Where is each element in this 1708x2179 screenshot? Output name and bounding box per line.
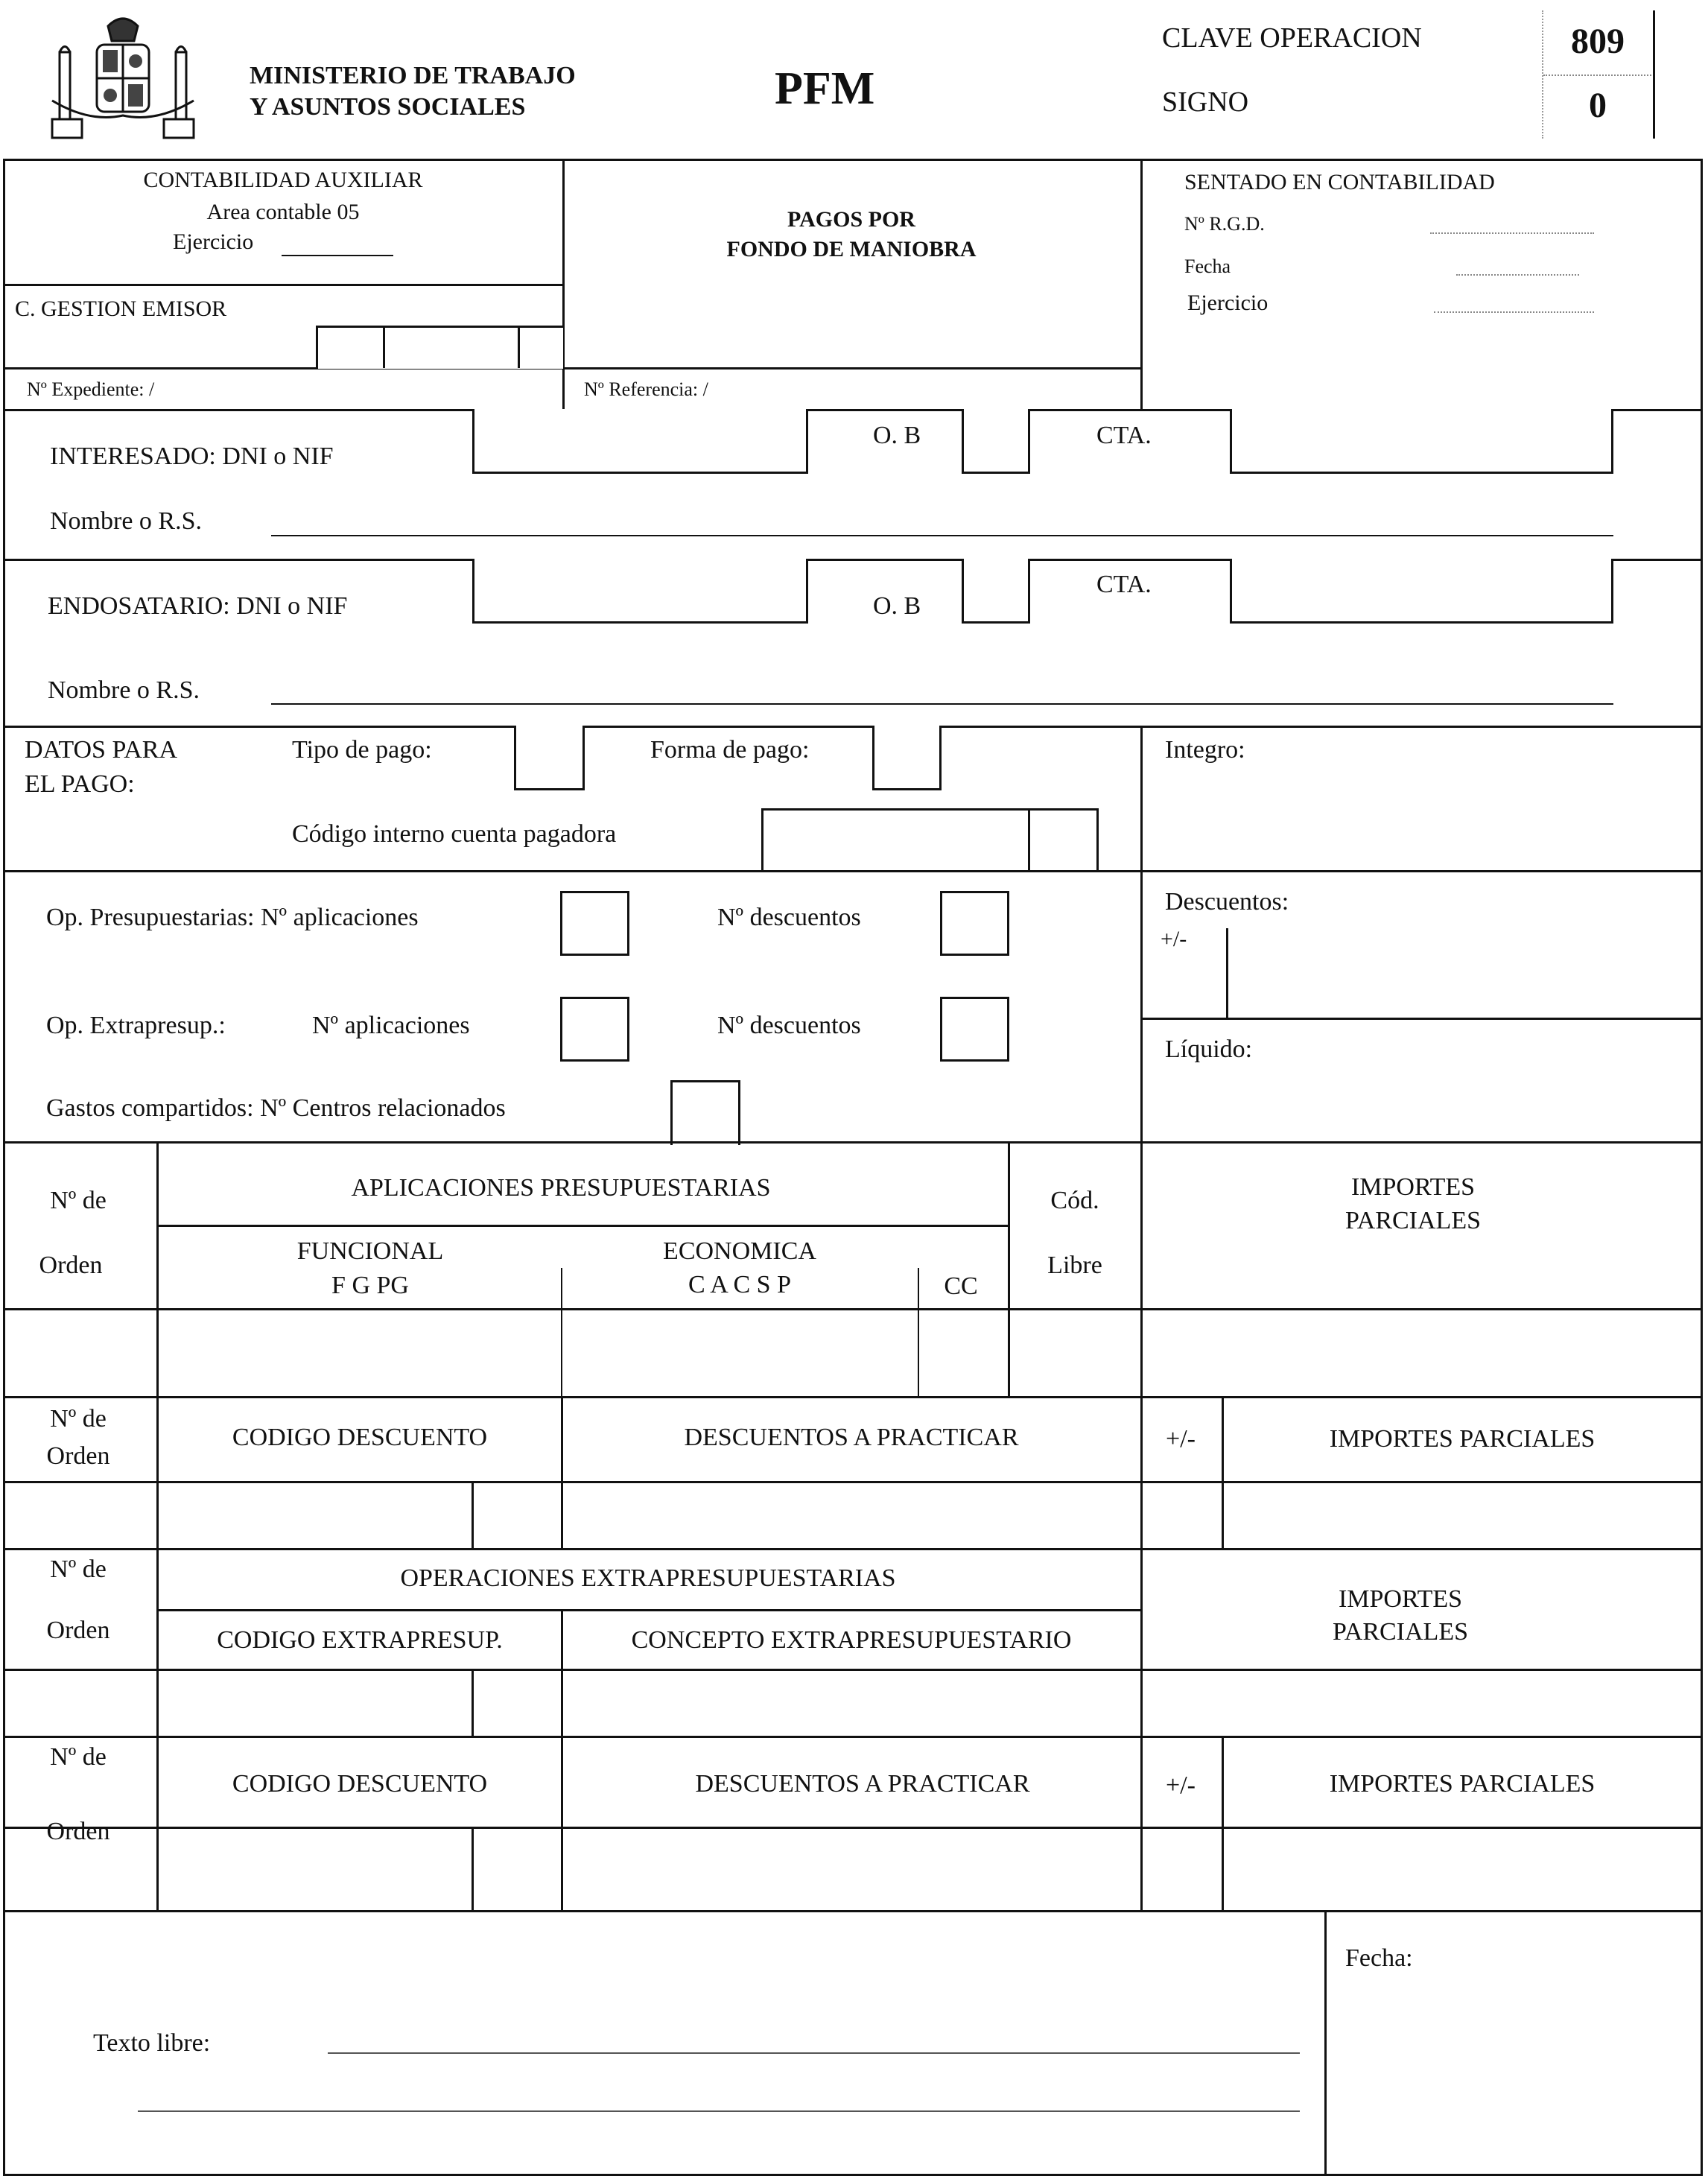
interesado-nombre-label: Nombre o R.S.	[50, 507, 202, 535]
cc-label: CC	[944, 1272, 978, 1300]
codigo-cuenta-label: Código interno cuenta pagadora	[292, 820, 617, 848]
clave-operacion-value: 809	[1571, 22, 1625, 61]
extrapresupuestarias-data-row[interactable]	[3, 1669, 1703, 1736]
cod-libre-line1: Cód.	[1050, 1187, 1099, 1214]
form-title-line2: FONDO DE MANIOBRA	[726, 237, 977, 261]
aplicaciones-data-row[interactable]	[3, 1308, 1703, 1396]
extra-concepto-label: CONCEPTO EXTRAPRESUPUESTARIO	[631, 1626, 1072, 1654]
ejercicio-contab-label: Ejercicio	[1187, 291, 1269, 315]
desc2-sign-label: +/-	[1166, 1772, 1196, 1799]
op-extra-apl-label: Nº aplicaciones	[312, 1012, 470, 1039]
interesado-cta-field[interactable]	[1230, 409, 1613, 474]
forma-pago-label: Forma de pago:	[650, 736, 810, 764]
rgd-label: Nº R.G.D.	[1184, 213, 1265, 235]
area-contable: Area contable 05	[206, 200, 360, 224]
interesado-label: INTERESADO: DNI o NIF	[50, 443, 334, 470]
endosatario-cta-field[interactable]	[1230, 559, 1613, 624]
form-code: PFM	[775, 63, 875, 114]
tipo-pago-field[interactable]	[514, 726, 585, 790]
interesado-nombre-field[interactable]	[271, 535, 1613, 536]
desc1-practicar-label: DESCUENTOS A PRACTICAR	[684, 1424, 1019, 1451]
op-extra-desc-label: Nº descuentos	[717, 1012, 861, 1039]
desc2-orden-line1: Nº de	[50, 1743, 107, 1771]
rgd-field[interactable]	[1430, 232, 1594, 234]
funcional-label: FUNCIONAL	[296, 1237, 444, 1265]
endosatario-cta-label: CTA.	[1096, 571, 1152, 598]
gestion-emisor-field[interactable]	[316, 326, 563, 369]
desc1-importes-label: IMPORTES PARCIALES	[1329, 1425, 1596, 1453]
endosatario-nif-field[interactable]	[472, 559, 808, 624]
descuentos2-data-row[interactable]	[3, 1827, 1703, 1910]
tipo-pago-label: Tipo de pago:	[292, 736, 432, 764]
desc1-sign-label: +/-	[1166, 1425, 1196, 1453]
ministry-name-line2: Y ASUNTOS SOCIALES	[250, 93, 526, 121]
datos-pago-line2: EL PAGO:	[25, 770, 135, 798]
texto-libre-line2[interactable]	[138, 2110, 1300, 2112]
op-extra-aplicaciones-field[interactable]	[560, 997, 629, 1062]
extra-codigo-label: CODIGO EXTRAPRESUP.	[217, 1626, 503, 1654]
economica-sub: C A C S P	[688, 1271, 791, 1298]
endosatario-nombre-field[interactable]	[271, 703, 1613, 705]
op-presup-descuentos-field[interactable]	[940, 891, 1009, 956]
interesado-cta-label: CTA.	[1096, 422, 1152, 449]
ministry-name-line1: MINISTERIO DE TRABAJO	[250, 62, 576, 89]
sentado-contabilidad: SENTADO EN CONTABILIDAD	[1184, 170, 1495, 194]
clave-operacion-label: CLAVE OPERACION	[1162, 22, 1422, 54]
signo-label: SIGNO	[1162, 86, 1249, 118]
gastos-compartidos-label: Gastos compartidos: Nº Centros relacionados	[46, 1094, 506, 1122]
fecha-footer-label: Fecha:	[1345, 1944, 1413, 1972]
ejercicio-field[interactable]	[282, 255, 393, 256]
fecha-footer-field[interactable]	[1327, 1982, 1700, 2172]
fecha-contab-field[interactable]	[1456, 274, 1579, 276]
fecha-contab-label: Fecha	[1184, 256, 1231, 277]
aplic-orden-line2: Orden	[39, 1252, 103, 1279]
cod-libre-line2: Libre	[1047, 1252, 1102, 1279]
desc2-practicar-label: DESCUENTOS A PRACTICAR	[695, 1770, 1030, 1798]
desc2-orden-line2: Orden	[46, 1818, 110, 1845]
integro-label: Integro:	[1165, 736, 1245, 764]
funcional-sub: F G PG	[331, 1272, 409, 1299]
datos-pago-line1: DATOS PARA	[25, 736, 178, 764]
extra-importes-line1: IMPORTES	[1338, 1585, 1463, 1613]
endosatario-nombre-label: Nombre o R.S.	[48, 676, 200, 704]
extra-orden-line1: Nº de	[50, 1555, 107, 1583]
extrapresupuestarias-title: OPERACIONES EXTRAPRESUPUESTARIAS	[400, 1564, 896, 1592]
op-presup-label: Op. Presupuestarias: Nº aplicaciones	[46, 904, 419, 931]
desc2-importes-label: IMPORTES PARCIALES	[1329, 1770, 1596, 1798]
aplic-orden-line1: Nº de	[50, 1187, 107, 1214]
endosatario-label: ENDOSATARIO: DNI o NIF	[48, 592, 348, 620]
desc2-codigo-label: CODIGO DESCUENTO	[232, 1770, 488, 1798]
endosatario-ob-field[interactable]	[962, 559, 1030, 624]
interesado-ob-label: O. B	[873, 422, 921, 449]
form-title-line1: PAGOS POR	[787, 207, 915, 232]
referencia-label: Nº Referencia: /	[584, 378, 708, 400]
texto-libre-label: Texto libre:	[93, 2029, 211, 2057]
contabilidad-auxiliar: CONTABILIDAD AUXILIAR	[143, 168, 423, 192]
texto-libre-line1[interactable]	[328, 2052, 1300, 2054]
gestion-emisor-label: C. GESTION EMISOR	[15, 296, 227, 321]
gastos-compartidos-field[interactable]	[670, 1080, 740, 1145]
descuentos1-data-row[interactable]	[3, 1481, 1703, 1548]
extra-orden-line2: Orden	[46, 1617, 110, 1644]
endosatario-ob-label: O. B	[873, 592, 921, 620]
descuentos-sign-label: +/-	[1161, 927, 1187, 951]
desc1-orden-line2: Orden	[46, 1442, 110, 1470]
signo-value: 0	[1589, 86, 1607, 125]
aplic-importes-line2: PARCIALES	[1345, 1207, 1482, 1234]
extra-importes-line2: PARCIALES	[1332, 1618, 1469, 1646]
forma-pago-field[interactable]	[872, 726, 942, 790]
expediente-label: Nº Expediente: /	[27, 378, 155, 400]
op-extra-descuentos-field[interactable]	[940, 997, 1009, 1062]
descuentos-label: Descuentos:	[1165, 888, 1289, 916]
coat-of-arms-logo	[45, 11, 201, 145]
aplicaciones-title: APLICACIONES PRESUPUESTARIAS	[351, 1174, 771, 1202]
op-extra-label: Op. Extrapresup.:	[46, 1012, 226, 1039]
interesado-nif-field[interactable]	[472, 409, 808, 474]
codigo-cuenta-field[interactable]	[761, 808, 1099, 872]
descuentos-sign-divider	[1226, 928, 1228, 1018]
desc1-orden-line1: Nº de	[50, 1405, 107, 1433]
interesado-ob-field[interactable]	[962, 409, 1030, 474]
ejercicio-contab-field[interactable]	[1434, 311, 1594, 313]
desc1-codigo-label: CODIGO DESCUENTO	[232, 1424, 488, 1451]
ejercicio-label: Ejercicio	[173, 229, 254, 254]
economica-label: ECONOMICA	[663, 1237, 816, 1265]
op-presup-desc-label: Nº descuentos	[717, 904, 861, 931]
aplic-importes-line1: IMPORTES	[1350, 1173, 1476, 1201]
op-presup-aplicaciones-field[interactable]	[560, 891, 629, 956]
liquido-label: Líquido:	[1165, 1035, 1253, 1063]
